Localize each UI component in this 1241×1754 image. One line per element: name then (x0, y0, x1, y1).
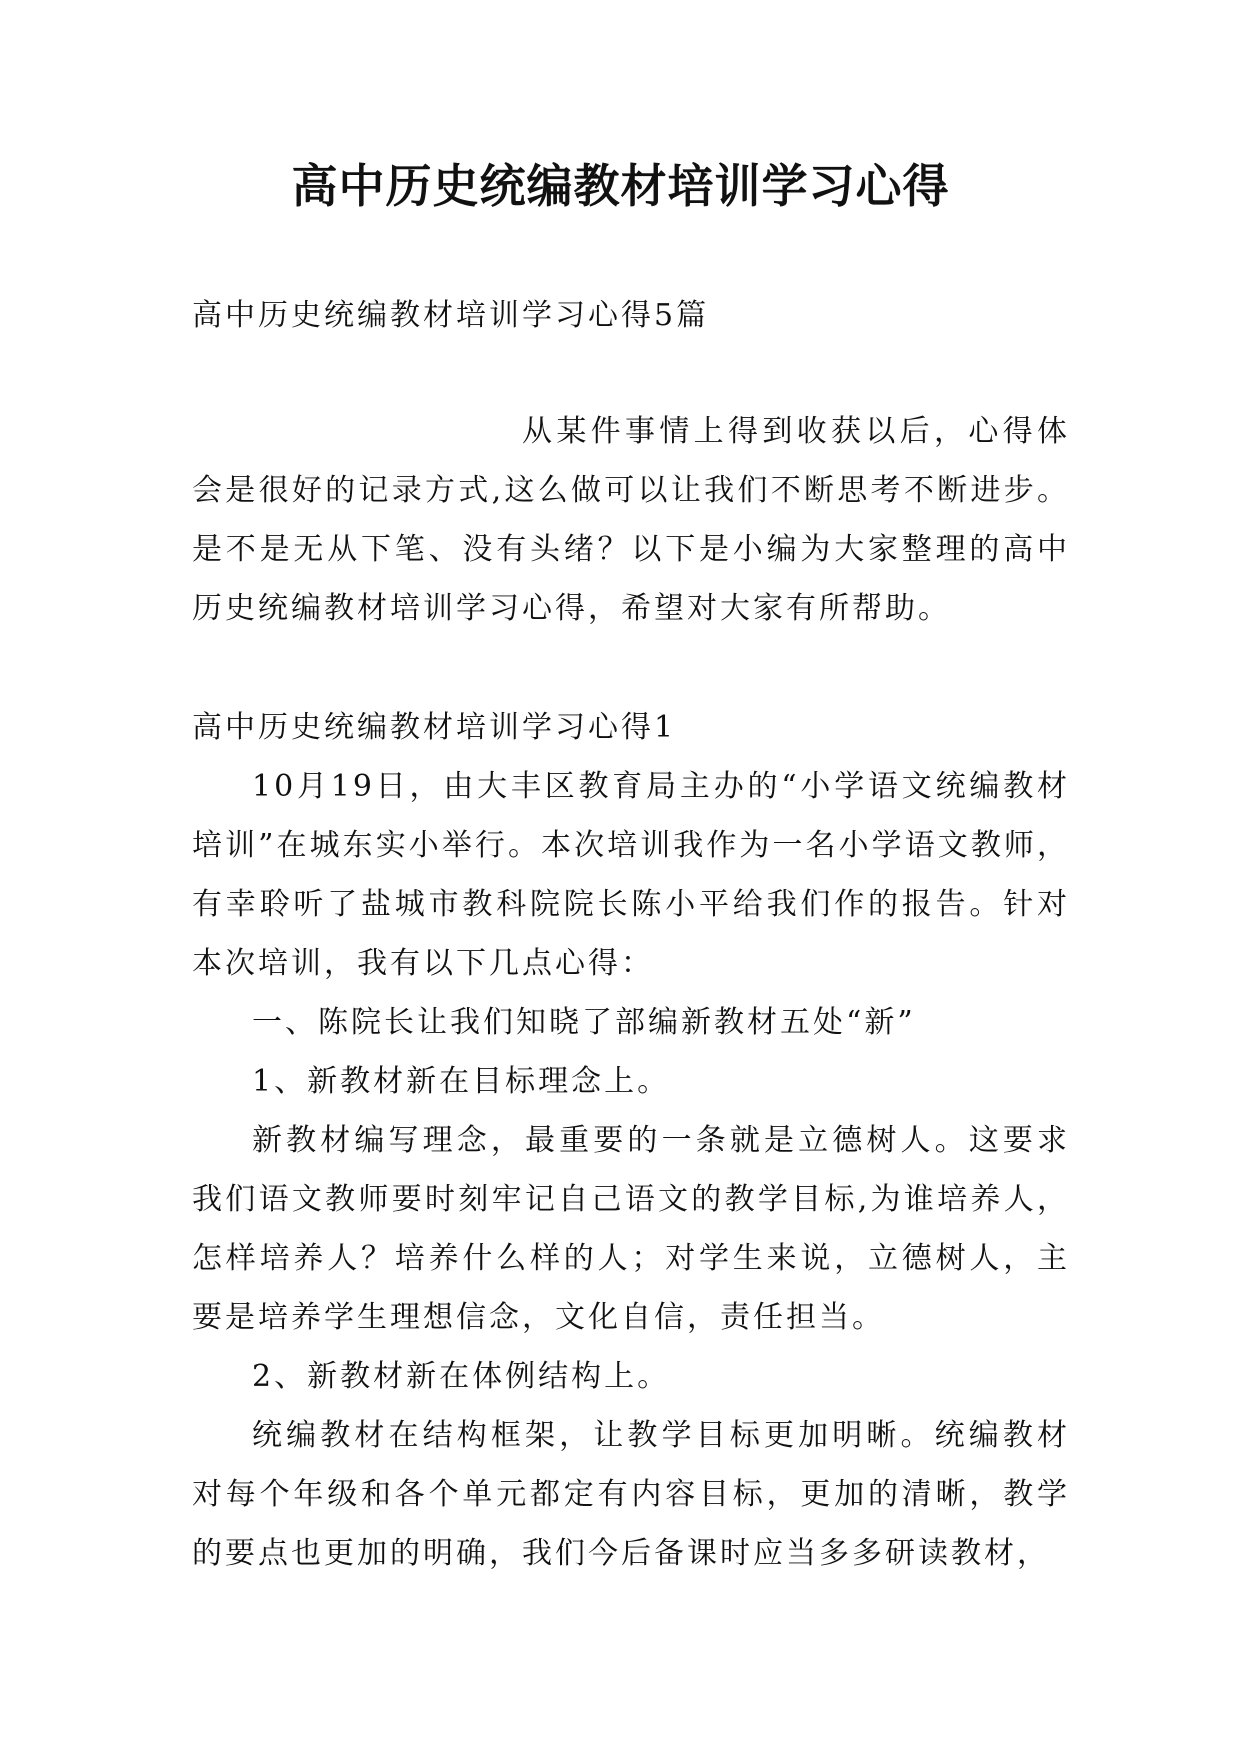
body-paragraph-3: 1、新教材新在目标理念上。 (252, 1064, 671, 1099)
body-paragraph-1: 10月19日，由大丰区教育局主办的“小学语文统编教材培训”在城东实小举行。本次培训我作为一名小学语文教师，有幸聆听了盐城市教科院院长陈小平给我们作的报告。针对本次培训，我有以下几点心得： (192, 769, 1070, 981)
body-paragraph-4: 新教材编写理念，最重要的一条就是立德树人。这要求我们语文教师要时刻牢记自己语文的教学目标,为谁培养人，怎样培养人？培养什么样的人；对学生来说，立德树人，主要是培养学生理想信念，文化自信，责任担当。 (192, 1123, 1070, 1335)
body-paragraph-5: 2、新教材新在体例结构上。 (252, 1359, 671, 1394)
section-heading: 高中历史统编教材培训学习心得1 (192, 710, 677, 745)
document-title: 高中历史统编教材培训学习心得 (291, 159, 950, 213)
article-section (192, 698, 1070, 1583)
document-subtitle: 高中历史统编教材培训学习心得5篇 (192, 298, 710, 333)
body-paragraph-6: 统编教材在结构框架，让教学目标更加明晰。统编教材对每个年级和各个单元都定有内容目标，更加的清晰，教学的要点也更加的明确，我们今后备课时应当多多研读教材， (192, 1418, 1070, 1571)
intro-paragraph: 从某件事情上得到收获以后，心得体会是很好的记录方式,这么做可以让我们不断思考不断进步。是不是无从下笔、没有头绪？以下是小编为大家整理的高中历史统编教材培训学习心得，希望对大家有所帮助。 (192, 414, 1070, 626)
intro-block (192, 402, 1070, 638)
body-paragraph-2: 一、陈院长让我们知晓了部编新教材五处“新” (252, 1005, 916, 1040)
